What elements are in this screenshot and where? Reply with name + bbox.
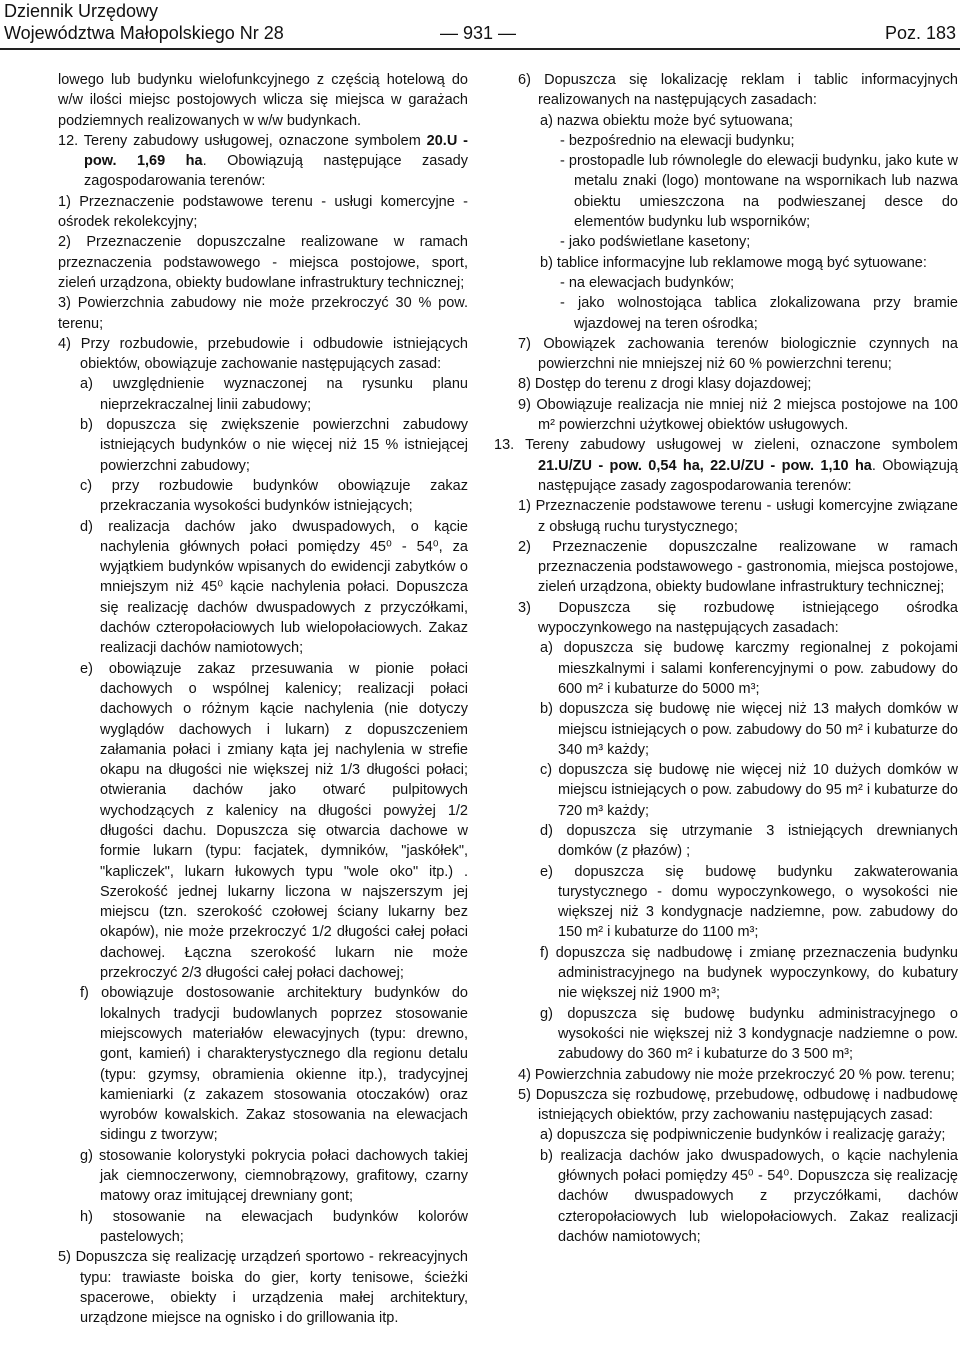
paragraph-text: 7) Obowiązek zachowania terenów biologicznie czynnych na powierzchni nie mniejszej niż 60 % powierzchni terenu; (518, 335, 958, 373)
right-column (494, 70, 958, 1247)
paragraph-text: 3) Dopuszcza się rozbudowę istniejącego ośrodka wypoczynkowego na następujących zasadach: (518, 599, 958, 637)
right-paragraph (494, 862, 958, 943)
right-paragraph (494, 435, 958, 496)
paragraph-text: h) stosowanie na elewacjach budynków kolorów pastelowych; (80, 1208, 468, 1245)
left-paragraph (58, 192, 468, 233)
header-divider (0, 48, 960, 50)
paragraph-text: g) stosowanie kolorystyki pokrycia połaci dachowych takiej jak ciemnoczerwony, ciemnobrązowy, grafitowy, czarny matowy oraz imitującej drewniany gont; (80, 1147, 468, 1205)
left-paragraph (58, 659, 468, 984)
right-paragraph (494, 111, 958, 131)
paragraph-text: g) dopuszcza się budowę budynku administracyjnego o wysokości nie większej niż 3 kondygnacje nadziemne o pow. zabudowy do 360 m² i kubaturze do 3 500 m³; (540, 1005, 958, 1063)
right-paragraph (494, 151, 958, 232)
paragraph-text: a) nazwa obiektu może być sytuowana; (540, 112, 794, 129)
right-paragraph (494, 537, 958, 598)
paragraph-text: lowego lub budynku wielofunkcyjnego z częścią hotelową do w/w ilości miejsc postojowych wlicza się miejsca w garażach podziemnych realizowanych w w/w budynkach. (58, 72, 468, 129)
paragraph-text: 8) Dostęp do terenu z drogi klasy dojazdowej; (518, 376, 812, 393)
paragraph-text: b) tablice informacyjne lub reklamowe mogą być sytuowane: (540, 254, 927, 271)
right-paragraph (494, 1146, 958, 1247)
paragraph-text: d) realizacja dachów jako dwuspadowych, o kącie nachylenia głównych połaci pomiędzy 45⁰ - 54⁰, za wyjątkiem budynków wpisanych do ewidencji zabytków o mniejszym niż 45⁰ kącie nachylenia połaci. Dopuszcza się realizację dachów dwuspadowych z przyczółkami, dachów czteropołaciowych lub wielopołaciowych. Zakaz realizacji dachów namiotowych; (80, 518, 468, 657)
paragraph-text: 4) Powierzchnia zabudowy nie może przekroczyć 20 % pow. terenu; (518, 1066, 955, 1083)
left-paragraph (58, 1247, 468, 1328)
left-paragraph (58, 293, 468, 334)
right-paragraph (494, 70, 958, 111)
right-paragraph (494, 293, 958, 334)
right-paragraph (494, 131, 958, 151)
paragraph-text: a) dopuszcza się budowę karczmy regionalnej z pokojami mieszkalnymi i salami konferencyjnymi o pow. zabudowy do 600 m² i kubaturze do 5000 m³; (540, 640, 958, 697)
paragraph-text: 5) Dopuszcza się realizację urządzeń sportowo - rekreacyjnych typu: trawiaste boiska do gier, korty tenisowe, ścieżki spacerowe, obiekty i urządzenia małej architektury, urządzone miejsce na ognisko i do grillowania itp. (58, 1249, 468, 1327)
paragraph-text: 2) Przeznaczenie dopuszczalne realizowane w ramach przeznaczenia podstawowego - miejsca postojowe, sport, zieleń urządzona, obiekty budowlane infrastruktury technicznej; (58, 234, 468, 291)
right-paragraph (494, 821, 958, 862)
right-paragraph (494, 638, 958, 699)
right-paragraph (494, 253, 958, 273)
page-number: — 931 — (440, 23, 517, 43)
right-paragraph (494, 943, 958, 1004)
paragraph-text: e) obowiązuje zakaz przesuwania w pionie połaci dachowych o wspólnej kalenicy; realizacji połaci dachowych o różnym kącie nachylenia (nie dotyczy wyglądów dachowych i lukarn) z dopuszczeniem załamania połaci i zmiany kąta jej nachylenia w strefie okapu na długości nie większej niż 1/3 długości połaci; otwierania dachów jako otwarć pulpitowych wychodzących z kalenicy na długości powyżej 1/2 długości dachu. Dopuszcza się otwarcia dachowe w formie lukarn (typu: facjatek, dymników, "jaskółek", "kapliczek", lukarn łukowych typu "wole oko" itp.) . Szerokość jednej lukarny liczona w najszerszym jej miejscu (tzn. szerokość czołowej ściany lukarny bez okapów), nie może przekroczyć 1/2 długości całej połaci dachowej. Łączna szerokość lukarn nie może przekroczyć 2/3 długości całej połaci dachowej; (80, 660, 468, 982)
paragraph-text: - na elewacjach budynków; (560, 274, 735, 291)
right-paragraph (494, 699, 958, 760)
right-paragraph (494, 760, 958, 821)
paragraph-text: 13. Tereny zabudowy usługowej w zieleni, oznaczone symbolem (494, 437, 958, 454)
left-paragraph (58, 415, 468, 476)
paragraph-text: - bezpośrednio na elewacji budynku; (560, 132, 795, 149)
paragraph-text: a) dopuszcza się podpiwniczenie budynków i realizację garaży; (540, 1127, 946, 1144)
left-paragraph (58, 517, 468, 659)
paragraph-text: 2) Przeznaczenie dopuszczalne realizowane w ramach przeznaczenia podstawowego - gastronomia, miejsca postojowe, zieleń urządzona, obiekty budowlane infrastruktury technicznej; (518, 538, 958, 596)
zone-symbol: 20.U - pow. 1,69 ha (84, 132, 468, 170)
right-paragraph (494, 395, 958, 436)
paragraph-text: f) dopuszcza się nadbudowę i zmianę przeznaczenia budynku administracyjnego na budynek wypoczynkowy, do kubatury nie większej niż 1900 m³; (540, 944, 958, 1002)
paragraph-text: f) obowiązuje dostosowanie architektury budynków do lokalnych tradycji budowlanych poprzez stosowanie miejscowych materiałów elewacyjnych (typu: drewno, gont, kamień) i charakterystycznego dla regionu detalu (typu: gzymsy, obramienia okienne itp.), tradycyjnej kamieniarki (z zakazem stosowania otoczaków) oraz wyrobów kowalskich. Zakaz stosowania na elewacjach sidingu z tworzyw; (80, 985, 468, 1144)
paragraph-text: 3) Powierzchnia zabudowy nie może przekroczyć 30 % pow. terenu; (58, 295, 468, 332)
zone-symbol: 21.U/ZU - pow. 0,54 ha, 22.U/ZU - pow. 1,10 ha (538, 457, 872, 474)
right-paragraph (494, 1004, 958, 1065)
paragraph-text: 6) Dopuszcza się lokalizację reklam i tablic informacyjnych realizowanych na następujących zasadach: (518, 72, 958, 109)
right-paragraph (494, 374, 958, 394)
left-column (58, 70, 468, 1328)
paragraph-text: e) dopuszcza się budowę budynku zakwaterowania turystycznego - domu wypoczynkowego, o wysokości nie większej niż 3 kondygnacje nadziemne, pow. zabudowy do 150 m² i kubaturze do 1100 m³; (540, 863, 958, 941)
paragraph-text: . Obowiązują następujące zasady zagospodarowania terenów: (84, 153, 468, 190)
paragraph-text: d) dopuszcza się utrzymanie 3 istniejących drewnianych domków (z płazów) ; (540, 822, 958, 860)
paragraph-text: 9) Obowiązuje realizacja nie mniej niż 2 miejsca postojowe na 100 m² powierzchni użytkowej obiektów usługowych. (518, 396, 958, 434)
right-paragraph (494, 496, 958, 537)
right-paragraph (494, 1085, 958, 1126)
paragraph-text: b) dopuszcza się zwiększenie powierzchni zabudowy istniejących budynków o nie więcej niż 15 % istniejącej powierzchni zabudowy; (80, 417, 468, 474)
paragraph-text: a) uwzględnienie wyznaczonej na rysunku planu nieprzekraczalnej linii zabudowy; (80, 376, 468, 413)
left-paragraph (58, 1146, 468, 1207)
left-paragraph (58, 476, 468, 517)
paragraph-text: b) realizacja dachów jako dwuspadowych, o kącie nachylenia głównych połaci pomiędzy 45⁰ - 54⁰. Dopuszcza się realizację dachów dwuspadowych z przyczółkami, dachów czteropołaciowych lub wielopołaciowych. Zakaz realizacji dachów namiotowych; (540, 1147, 958, 1245)
paragraph-text: - jako wolnostojąca tablica zlokalizowana przy bramie wjazdowej na teren ośrodka; (560, 295, 958, 332)
position-number: Poz. 183 (884, 23, 956, 43)
left-paragraph (58, 232, 468, 293)
left-paragraph (58, 131, 468, 192)
paragraph-text: 4) Przy rozbudowie, przebudowie i odbudowie istniejących obiektów, obowiązuje zachowanie następujących zasad: (58, 335, 468, 373)
right-paragraph (494, 334, 958, 375)
right-paragraph (494, 273, 958, 293)
paragraph-text: . Obowiązują następujące zasady zagospodarowania terenów: (538, 457, 958, 494)
journal-title: Dziennik Urzędowy (4, 1, 159, 21)
left-paragraph (58, 374, 468, 415)
right-paragraph (494, 1125, 958, 1145)
right-paragraph (494, 232, 958, 252)
paragraph-text: - prostopadle lub równolegle do elewacji budynku, jako kute w metalu znaki (logo) montowane na wspornikach lub nazwa obiektu umieszczona na podwieszanej desce do elementów budynku lub wsporników; (560, 153, 958, 231)
paragraph-text: 12. Tereny zabudowy usługowej, oznaczone symbolem (58, 132, 427, 149)
paragraph-text: 5) Dopuszcza się rozbudowę, przebudowę, odbudowę i nadbudowę istniejących obiektów, przy zachowaniu następujących zasad: (518, 1086, 958, 1124)
left-paragraph (58, 334, 468, 375)
paragraph-text: - jako podświetlane kasetony; (560, 234, 751, 251)
page-header (0, 0, 960, 48)
paragraph-text: 1) Przeznaczenie podstawowe terenu - usługi komercyjne - ośrodek rekolekcyjny; (58, 193, 468, 231)
right-paragraph (494, 598, 958, 639)
left-paragraph (58, 1207, 468, 1248)
paragraph-text: b) dopuszcza się budowę nie więcej niż 13 małych domków w miejscu istniejących o pow. zabudowy do 50 m² i kubaturze do 340 m³ każdy; (540, 701, 958, 758)
paragraph-text: 1) Przeznaczenie podstawowe terenu - usługi komercyjne związane z obsługą ruchu turystycznego; (518, 498, 958, 535)
right-paragraph (494, 1065, 958, 1085)
voivodeship-issue: Województwa Małopolskiego Nr 28 (4, 23, 284, 43)
left-paragraph (58, 70, 468, 131)
left-paragraph (58, 983, 468, 1145)
paragraph-text: c) dopuszcza się budowę nie więcej niż 10 dużych domków w miejscu istniejących o pow. zabudowy do 95 m² i kubaturze do 720 m³ każdy; (540, 762, 958, 819)
paragraph-text: c) przy rozbudowie budynków obowiązuje zakaz przekraczania wysokości budynków istniejących; (80, 477, 468, 515)
